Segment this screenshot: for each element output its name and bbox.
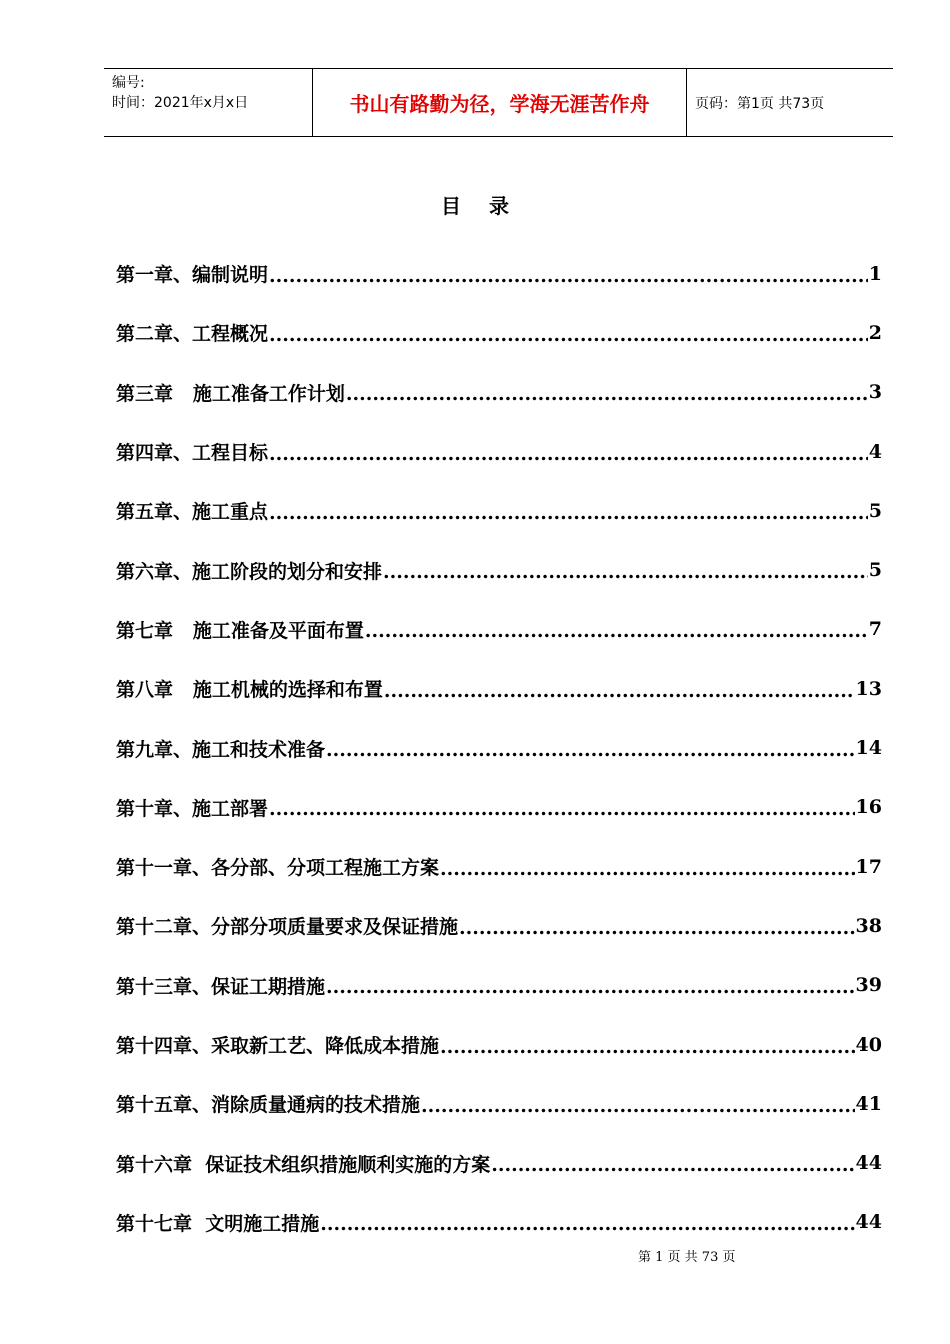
toc-entry[interactable] <box>116 303 882 362</box>
toc-entry-label: 第三章 施工准备工作计划 <box>116 382 345 405</box>
toc-entry[interactable] <box>116 1074 882 1133</box>
table-of-contents <box>116 244 882 1252</box>
toc-entry-page: 16 <box>855 796 882 819</box>
toc-entry[interactable] <box>116 600 882 659</box>
toc-entry-page: 3 <box>868 381 882 404</box>
toc-leader-dots <box>269 265 868 287</box>
toc-entry-label: 第五章、施工重点 <box>116 501 269 524</box>
toc-leader-dots <box>440 858 855 880</box>
toc-entry-page: 40 <box>855 1033 882 1056</box>
toc-entry-label: 第十六章 保证技术组织措施顺利实施的方案 <box>116 1153 491 1176</box>
toc-entry-label: 第十二章、分部分项质量要求及保证措施 <box>116 916 459 939</box>
toc-leader-dots <box>421 1095 855 1117</box>
toc-leader-dots <box>269 502 868 524</box>
toc-leader-dots <box>269 324 868 346</box>
toc-leader-dots <box>269 798 855 820</box>
toc-entry-label: 第六章、施工阶段的划分和安排 <box>116 560 383 583</box>
toc-entry[interactable] <box>116 956 882 1015</box>
toc-entry[interactable] <box>116 1015 882 1074</box>
toc-entry-label: 第十章、施工部署 <box>116 797 269 820</box>
toc-entry-label: 第十三章、保证工期措施 <box>116 975 326 998</box>
toc-entry-page: 5 <box>868 499 882 522</box>
toc-entry-page: 17 <box>855 855 882 878</box>
toc-entry-page: 13 <box>855 677 882 700</box>
toc-entry[interactable] <box>116 837 882 896</box>
toc-leader-dots <box>440 1036 855 1058</box>
toc-entry-page: 41 <box>855 1092 882 1115</box>
toc-leader-dots <box>365 620 868 642</box>
number-label: 编号: <box>112 75 145 91</box>
toc-entry-label: 第一章、编制说明 <box>116 264 269 287</box>
toc-entry-page: 44 <box>855 1211 882 1234</box>
toc-entry[interactable] <box>116 896 882 955</box>
toc-entry[interactable] <box>116 363 882 422</box>
toc-entry-label: 第十一章、各分部、分项工程施工方案 <box>116 857 440 880</box>
toc-entry-label: 第七章 施工准备及平面布置 <box>116 619 364 642</box>
toc-entry[interactable] <box>116 1193 882 1252</box>
toc-entry-label: 第四章、工程目标 <box>116 442 269 465</box>
toc-entry-page: 14 <box>855 737 882 760</box>
header-slogan: 书山有路勤为径，学海无涯苦作舟 <box>313 69 687 136</box>
toc-entry[interactable] <box>116 244 882 303</box>
document-header <box>104 68 893 137</box>
toc-entry-label: 第二章、工程概况 <box>116 323 269 346</box>
toc-entry-label: 第九章、施工和技术准备 <box>116 738 326 761</box>
toc-entry[interactable] <box>116 659 882 718</box>
toc-leader-dots <box>326 739 855 761</box>
toc-entry[interactable] <box>116 718 882 777</box>
toc-entry-page: 1 <box>868 262 882 285</box>
toc-entry-label: 第十五章、消除质量通病的技术措施 <box>116 1094 421 1117</box>
toc-entry[interactable] <box>116 778 882 837</box>
toc-leader-dots <box>320 1213 854 1235</box>
toc-entry-page: 38 <box>855 914 882 937</box>
toc-entry-page: 39 <box>855 974 882 997</box>
toc-entry-page: 4 <box>868 440 882 463</box>
time-label: 时间：2021年x月x日 <box>112 95 249 111</box>
toc-entry[interactable] <box>116 481 882 540</box>
toc-leader-dots <box>491 1154 854 1176</box>
toc-entry-label: 第十四章、采取新工艺、降低成本措施 <box>116 1035 440 1057</box>
toc-entry-label: 第十七章 文明施工措施 <box>116 1212 320 1235</box>
toc-leader-dots <box>346 383 868 405</box>
toc-entry-page: 7 <box>868 618 882 641</box>
toc-entry-label: 第八章 施工机械的选择和布置 <box>116 679 383 702</box>
toc-leader-dots <box>384 680 855 702</box>
header-meta <box>104 69 313 136</box>
toc-entry-page: 5 <box>868 559 882 582</box>
header-page-info: 页码：第1页 共73页 <box>695 95 825 112</box>
toc-leader-dots <box>383 561 868 583</box>
toc-entry[interactable] <box>116 1133 882 1192</box>
toc-leader-dots <box>459 917 855 939</box>
page-footer: 第 1 页 共 73 页 <box>638 1250 736 1265</box>
toc-entry[interactable] <box>116 540 882 599</box>
toc-leader-dots <box>326 976 855 998</box>
toc-title: 目录 <box>441 194 537 218</box>
toc-leader-dots <box>269 443 868 465</box>
toc-entry-page: 44 <box>855 1152 882 1175</box>
toc-entry-page: 2 <box>868 321 882 344</box>
toc-entry[interactable] <box>116 422 882 481</box>
